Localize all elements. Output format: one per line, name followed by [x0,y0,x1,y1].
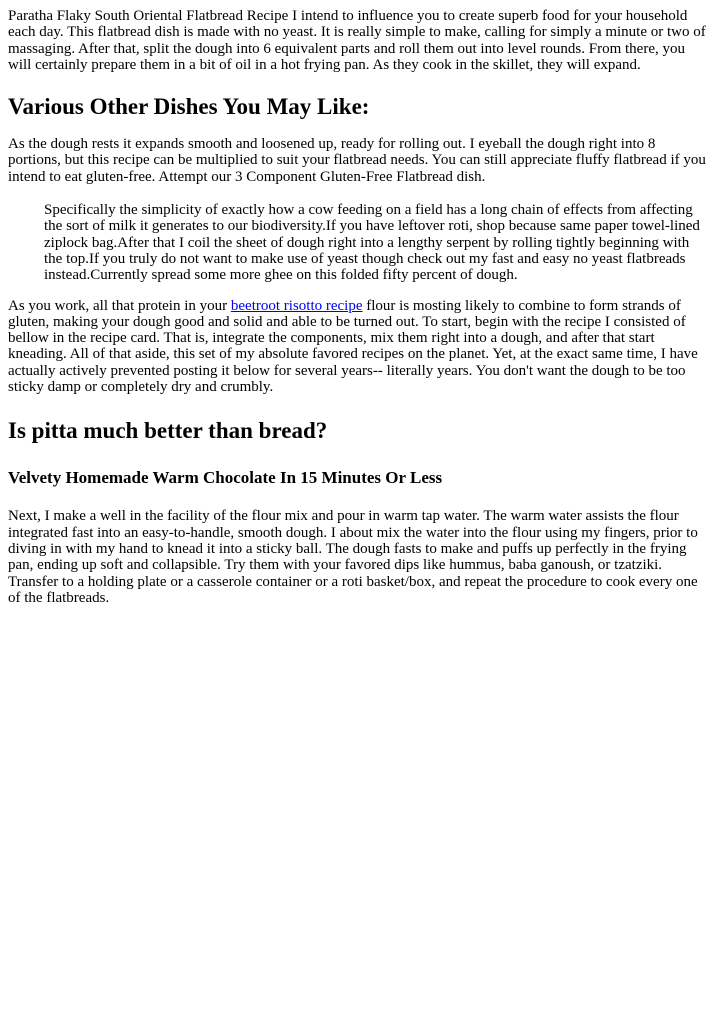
gluten-paragraph [8,298,712,396]
subheading-hot-chocolate: Velvety Homemade Warm Chocolate In 15 Minutes Or Less [8,468,443,488]
gluten-paragraph-rest: flour is mosting likely to combine to form strands of gluten, making your dough good and solid and able to be turned out. To start, begin with the recipe I consisted of bellow in the recipe card. That is, integrate the components, mix them right into a dough, and after that start kneading. All of that aside, this set of my absolute favored recipes on the planet. Yet, at the exact same time, I have actually actively prevented posting it below for several years-- literally years. You don't want the dough to be too sticky damp or completely dry and crumbly. [8,297,698,396]
beetroot-risotto-link[interactable]: beetroot risotto recipe [230,297,363,314]
quote-text: Specifically the simplicity of exactly how a cow feeding on a field has a long chain of effects from affecting the sort of milk it generates to our biodiversity.If you have leftover roti, shop because same paper towel-lined ziplock bag.After that I coil the sheet of dough right into a lengthy serpent by rolling tightly beginning with the top.If you truly do not want to make use of yeast though check out my fast and easy no yeast flatbreads instead.Currently spread some more ghee on this folded fifty percent of dough. [44,202,700,284]
intro-paragraph: Paratha Flaky South Oriental Flatbread Recipe I intend to influence you to create superb food for your household each day. This flatbread dish is made with no yeast. It is really simple to make, calling for simply a minute or two of massaging. After that, split the dough into 6 equivalent parts and roll them out into level rounds. From there, you will certainly prepare them in a bit of oil in a hot frying pan. As they cook in the skillet, they will expand. [8,8,706,73]
flour-well-paragraph: Next, I make a well in the facility of the flour mix and pour in warm tap water. The warm water assists the flour integrated fast into an easy-to-handle, smooth dough. I about mix the water into the flour using my fingers, prior to diving in with my hand to knead it into a sticky ball. The dough fasts to make and puffs up perfectly in the frying pan, ending up soft and collapsible. Try them with your favored dips like hummus, baba ganoush, or tzatziki. Transfer to a holding plate or a casserole container or a roti basket/box, and repeat the procedure to cook every one of the flatbreads. [8,508,698,606]
dough-rests-paragraph: As the dough rests it expands smooth and loosened up, ready for rolling out. I eyeball the dough right into 8 portions, but this recipe can be multiplied to suit your flatbread needs. You can still appreciate fluffy flatbread if you intend to eat gluten-free. Attempt our 3 Component Gluten-Free Flatbread dish. [8,136,706,185]
section-heading-other-dishes: Various Other Dishes You May Like: [8,94,370,120]
gluten-paragraph-lead: As you work, all that protein in your [8,297,231,314]
quote-block [44,202,704,283]
section-heading-pitta: Is pitta much better than bread? [8,418,328,444]
